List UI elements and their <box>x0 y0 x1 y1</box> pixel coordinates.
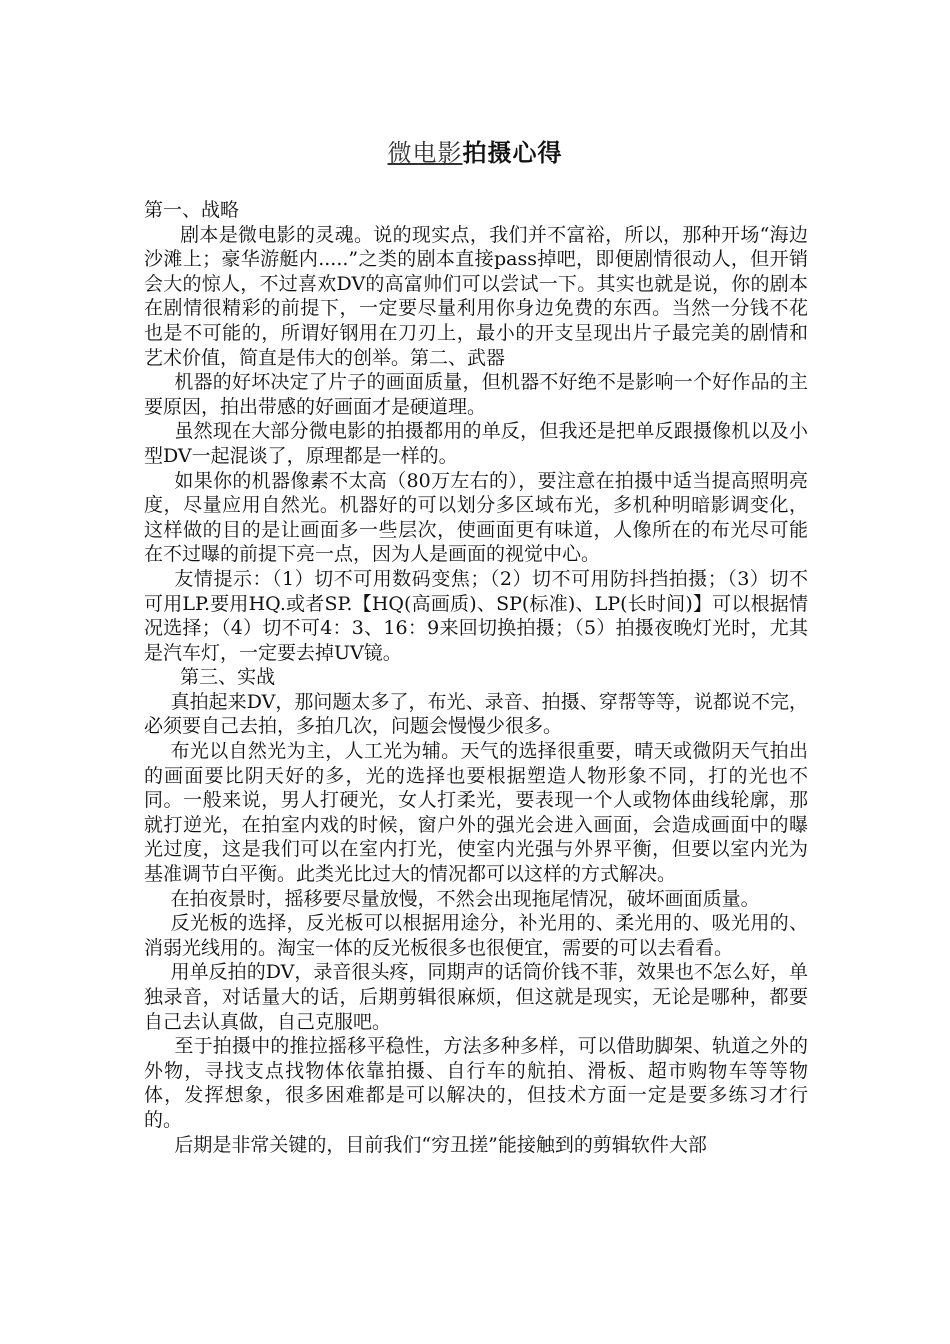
title-link[interactable]: 微电影 <box>387 139 463 167</box>
paragraph: 如果你的机器像素不太高（80万左右的），要注意在拍摄中适当提高照明亮度，尽量应用自然光。机器好的可以划分多区域布光，多机种明暗影调变化，这样做的目的是让画面多一些层次，使画面更有味道，人像所在的布光尽可能在不过曝的前提下亮一点，因为人是画面的视觉中心。 <box>144 469 808 566</box>
paragraph: 第一、战略 <box>144 199 240 221</box>
title-rest: 拍摄心得 <box>462 138 563 167</box>
paragraph: 第三、实战 <box>180 666 276 689</box>
paragraph: 后期是非常关键的，目前我们“穷丑搓”能接触到的剪辑软件大部 <box>174 1133 707 1156</box>
paragraph: 真拍起来DV，那问题太多了，布光、录音、拍摄、穿帮等等，说都说不完，必须要自己去拍，多拍几次，问题会慢慢少很多。 <box>144 690 808 738</box>
paragraph: 虽然现在大部分微电影的拍摄都用的单反，但我还是把单反跟摄像机以及小型DV一起混谈了，原理都是一样的。 <box>144 420 808 467</box>
document-title <box>0 133 950 168</box>
paragraph: 在拍夜景时，摇移要尽量放慢，不然会出现拖尾情况，破坏画面质量。 <box>170 887 760 910</box>
paragraph: 布光以自然光为主，人工光为辅。天气的选择很重要，晴天或微阴天气拍出的画面要比阴天好的多，光的选择也要根据塑造人物形象不同，打的光也不同。一般来说，男人打硬光，女人打柔光，要表现一个人或物体曲线轮廓，那就打逆光，在拍室内戏的时候，窗户外的强光会进入画面，会造成画面中的曝光过度，这是我们可以在室内打光，使室内光强与外界平衡，但要以室内光为基准调节白平衡。此类光比过大的情况都可以这样的方式解决。 <box>144 740 808 886</box>
paragraph: 用单反拍的DV，录音很头疼，同期声的话筒价钱不菲，效果也不怎么好，单独录音，对话量大的话，后期剪辑很麻烦，但这就是现实，无论是哪种，都要自己去认真做，自己克服吧。 <box>144 961 808 1033</box>
paragraph: 剧本是微电影的灵魂。说的现实点，我们并不富裕，所以，那种开场“海边沙滩上；豪华游艇内.....”之类的剧本直接pass掉吧，即便剧情很动人，但开销会大的惊人，不过喜欢DV的高富帅们可以尝试一下。其实也就是说，你的剧本在剧情很精彩的前提下，一定要尽量利用你身边免费的东西。当然一分钱不花也是不可能的，所谓好钢用在刀刃上，最小的开支呈现出片子最完美的剧情和艺术价值，简直是伟大的创举。第二、武器 <box>144 223 808 369</box>
paragraph: 友情提示：（1）切不可用数码变焦；（2）切不可用防抖挡拍摄；（3）切不可用LP.要用HQ.或者SP.【HQ(高画质)、SP(标准)、LP(长时间)】可以根据情况选择；（4）切不可4：3、16：9来回切换拍摄；（5）拍摄夜晚灯光时，尤其是汽车灯，一定要去掉UV镜。 <box>144 567 808 664</box>
paragraph: 机器的好坏决定了片子的画面质量，但机器不好绝不是影响一个好作品的主要原因，拍出带感的好画面才是硬道理。 <box>144 371 808 418</box>
paragraph: 反光板的选择，反光板可以根据用途分，补光用的、柔光用的、吸光用的、消弱光线用的。淘宝一体的反光板很多也很便宜，需要的可以去看看。 <box>144 912 808 959</box>
document-body <box>144 198 808 1157</box>
paragraph: 至于拍摄中的推拉摇移平稳性，方法多种多样，可以借助脚架、轨道之外的外物，寻找支点找物体依靠拍摄、自行车的航拍、滑板、超市购物车等等物体，发挥想象，很多困难都是可以解决的，但技术方面一定是要多练习才行的。 <box>144 1035 808 1131</box>
